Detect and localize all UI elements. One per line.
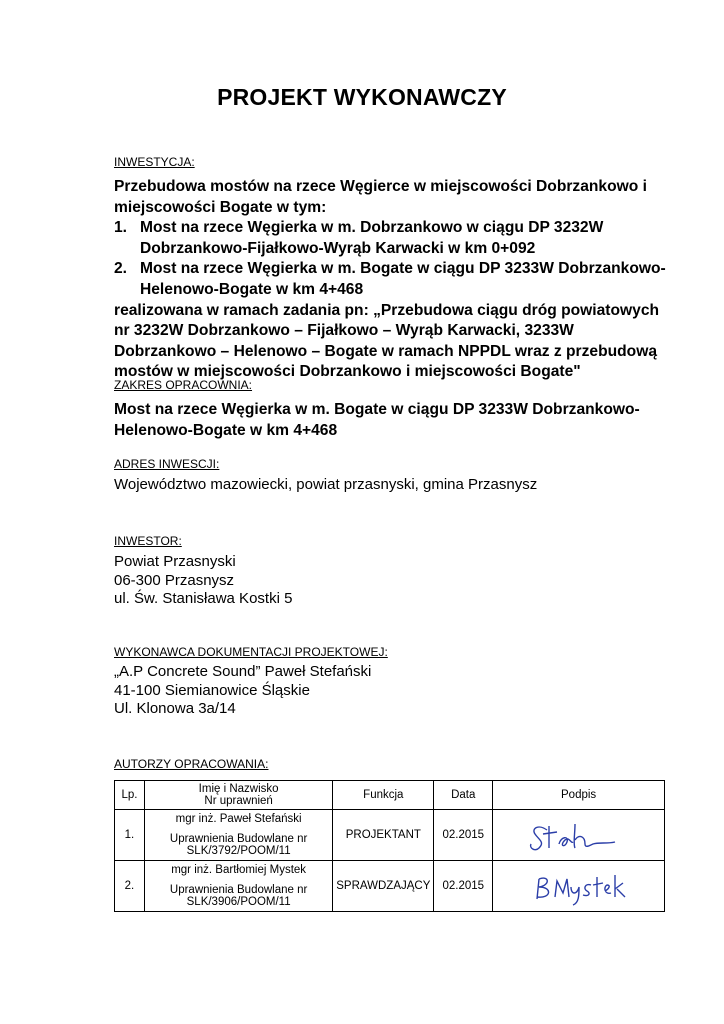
scope-label: ZAKRES OPRACOWNIA: (114, 378, 253, 392)
row-2-upr-line2: SLK/3906/POOM/11 (186, 896, 291, 908)
header-funkcja: Funkcja (333, 781, 434, 810)
authors-label: AUTORZY OPRACOWANIA: (114, 757, 269, 771)
contractor-city: 41-100 Siemianowice Śląskie (114, 681, 310, 699)
row-2-signature-cell (493, 861, 665, 912)
table-row (115, 810, 665, 861)
table-row (115, 861, 665, 912)
header-lp: Lp. (115, 781, 145, 810)
row-2-lp: 2. (115, 861, 145, 912)
address-text: Województwo mazowiecki, powiat przasnyski, gmina Przasnysz (114, 476, 538, 493)
row-2-name: mgr inż. Bartłomiej Mystek (171, 864, 307, 876)
investment-item-2-text: Most na rzece Węgierka w m. Bogate w ciągu DP 3233W Dobrzankowo-Helenowo-Bogate w km 4+468 (140, 260, 666, 298)
row-1-lp: 1. (115, 810, 145, 861)
investor-city: 06-300 Przasnysz (114, 571, 235, 589)
row-1-data: 02.2015 (434, 810, 493, 861)
authors-table (114, 780, 665, 912)
header-data: Data (434, 781, 493, 810)
header-name-line2: Nr uprawnień (204, 795, 273, 807)
investor-name: Powiat Przasnyski (114, 553, 236, 570)
row-2-funkcja: SPRAWDZAJĄCY (333, 861, 434, 912)
signature-mystek (509, 865, 649, 907)
investment-item-1-text: Most na rzece Węgierka w m. Dobrzankowo w ciągu DP 3232W Dobrzankowo-Fijałkowo-Wyrąb Karwacki w km 0+092 (140, 219, 604, 257)
signature-stefanski (509, 814, 649, 856)
row-1-upr-line1: Uprawnienia Budowlane nr (169, 833, 308, 845)
contractor-label: WYKONAWCA DOKUMENTACJI PROJEKTOWEJ: (114, 645, 388, 659)
address-label: ADRES INWESCJI: (114, 457, 220, 471)
row-1-funkcja: PROJEKTANT (333, 810, 434, 861)
row-2-upr-line1: Uprawnienia Budowlane nr (169, 884, 308, 896)
contractor-name: „A.P Concrete Sound” Paweł Stefański (114, 663, 372, 680)
investment-item-1 (114, 218, 674, 259)
row-1-name-cell (144, 810, 332, 861)
row-2-data: 02.2015 (434, 861, 493, 912)
investment-label: INWESTYCJA: (114, 155, 195, 169)
row-1-name: mgr inż. Paweł Stefański (175, 813, 302, 825)
investment-intro: Przebudowa mostów na rzece Węgierce w miejscowości Dobrzankowo i miejscowości Bogate w tym: (114, 178, 647, 216)
row-2-name-cell (144, 861, 332, 912)
row-1-signature-cell (493, 810, 665, 861)
investment-item-2 (114, 259, 674, 300)
row-1-upr-line2: SLK/3792/POOM/11 (186, 845, 291, 857)
contractor-street: Ul. Klonowa 3a/14 (114, 700, 236, 717)
investor-block (114, 553, 292, 609)
header-podpis: Podpis (493, 781, 665, 810)
scope-text: Most na rzece Węgierka w m. Bogate w ciągu DP 3233W Dobrzankowo-Helenowo-Bogate w km 4+468 (114, 401, 640, 439)
investment-item-2-number: 2. (114, 260, 128, 278)
header-name-line1: Imię i Nazwisko (198, 783, 279, 795)
contractor-block (114, 663, 371, 719)
investment-item-1-number: 1. (114, 219, 128, 237)
investment-outro: realizowana w ramach zadania pn: „Przebudowa ciągu dróg powiatowych nr 3232W Dobrzankowo – Fijałkowo – Wyrąb Karwacki, 3233W Dobrzankowo – Helenowo – Bogate w ramach NPPDL wraz z przebudową mostów w miejscowości Dobrzankowo i miejscowości Bogate" (114, 301, 660, 381)
page-title: PROJEKT WYKONAWCZY (217, 84, 507, 110)
investor-street: ul. Św. Stanisława Kostki 5 (114, 590, 293, 607)
authors-table-header (115, 781, 665, 810)
header-name (144, 781, 332, 810)
investment-block (114, 177, 674, 383)
investor-label: INWESTOR: (114, 534, 182, 548)
